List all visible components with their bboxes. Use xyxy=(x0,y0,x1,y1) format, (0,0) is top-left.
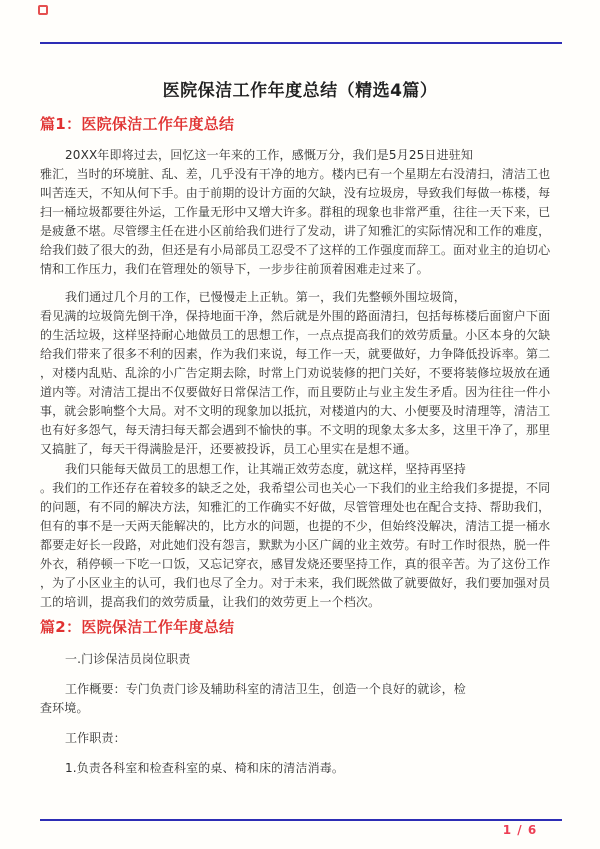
text-line: 道内等。对清洁工提出不仅要做好日常保洁工作，而且要防止与业主发生矛盾。因为往往一件小 xyxy=(40,385,551,399)
page-number-indicator: 1 / 6 xyxy=(502,823,538,837)
section-1-paragraph-1 xyxy=(40,146,572,279)
text-line: ，为了小区业主的认可，我们也尽了全力。对于未来，我们既然做了就要做好，我们要加强对员 xyxy=(40,576,551,590)
section-2-heading: 篇2：医院保洁工作年度总结 xyxy=(40,618,235,636)
section-2-paragraph-3 xyxy=(40,729,572,748)
section-2-paragraph-4 xyxy=(40,759,572,778)
text-line: 是疲惫不堪。尽管缪主任在进小区前给我们进行了发动，讲了知雅汇的实际情况和工作的难度， xyxy=(40,224,551,238)
section-1-heading: 篇1：医院保洁工作年度总结 xyxy=(40,115,235,133)
text-line: 的生活垃圾，这样坚持耐心地做员工的思想工作，一点点提高我们的效劳质量。小区本身的欠缺 xyxy=(40,328,551,342)
text-line: 情和工作压力，我们在管理处的领导下，一步步往前顶着困难走过来了。 xyxy=(40,262,429,276)
text-line: 叫苦连天，不知从何下手。由于前期的设计方面的欠缺，没有垃圾房，导致我们每做一栋楼，每 xyxy=(40,186,551,200)
text-line: 1.负责各科室和检查科室的桌、椅和床的清洁消毒。 xyxy=(65,761,345,775)
header-rule xyxy=(40,42,562,44)
text-line: 查环境。 xyxy=(40,701,89,715)
section-1-paragraph-3 xyxy=(40,460,572,612)
text-line: 工作概要：专门负责门诊及辅助科室的清洁卫生，创造一个良好的就诊，检 xyxy=(65,682,466,696)
text-line: 也有好多怨气，每天清扫每天都会遇到不愉快的事。不文明的现象太多太多，这里干净了，那里 xyxy=(40,423,551,437)
page-title: 医院保洁工作年度总结（精选4篇） xyxy=(162,81,438,101)
text-line: 一.门诊保洁员岗位职责 xyxy=(65,652,191,666)
text-line: 工作职责： xyxy=(65,731,126,745)
text-line: 20XX年即将过去，回忆这一年来的工作，感慨万分，我们是5月25日进驻知 xyxy=(65,148,474,162)
text-line: 都要走好长一段路，对此她们没有怨言，默默为小区广阔的业主效劳。有时工作时很热，脱一件 xyxy=(40,538,551,552)
text-line: 又搞脏了，每天干得满脸是汗，还要被投诉，员工心里实在是想不通。 xyxy=(40,442,417,456)
section-1-paragraph-2 xyxy=(40,288,572,459)
text-line: ，对楼内乱贴、乱涂的小广告定期去除，时常上门劝说装修的把门关好，不要将装修垃圾放在通 xyxy=(40,366,551,380)
text-line: 但有的事不是一天两天能解决的，比方水的问题，也提的不少，但始终没解决，清洁工提一桶水 xyxy=(40,519,551,533)
text-line: 外衣，稍停顿一下吃一口饭，又忘记穿衣，感冒发烧还要坚持工作，真的很辛苦。为了这份工作 xyxy=(40,557,551,571)
text-line: 给我们鼓了很大的劲，但还是有小局部员工忍受不了这样的工作强度而辞工。面对业主的迫切心 xyxy=(40,243,551,257)
text-line: 雅汇，当时的环境脏、乱、差，几乎没有干净的地方。楼内已有一个星期左右没清扫，清洁工也 xyxy=(40,167,551,181)
text-line: 我们只能每天做员工的思想工作，让其端正效劳态度，就这样，坚持再坚持 xyxy=(65,462,466,476)
text-line: 的问题，有不同的解决方法，知雅汇的工作确实不好做，尽管管理处也在配合支持、帮助我们， xyxy=(40,500,551,514)
text-line: 。我们的工作还存在着较多的缺乏之处，我希望公司也关心一下我们的业主给我们多提提，不同 xyxy=(40,481,551,495)
text-line: 扫一桶垃圾都要往外运，工作量无形中又增大许多。群租的现象也非常严重，往往一天下来，已 xyxy=(40,205,551,219)
text-line: 看见满的垃圾筒先倒干净，保持地面干净，然后就是外围的路面清扫，包括每栋楼后面窗户下面 xyxy=(40,309,551,323)
footer-rule xyxy=(40,819,562,821)
text-line: 事，就会影响整个大局。对不文明的现象加以抵抗，对楼道内的大、小便要及时清理等，清洁工 xyxy=(40,404,551,418)
text-line: 我们通过几个月的工作，已慢慢走上正轨。第一，我们先整顿外围垃圾筒， xyxy=(65,290,466,304)
text-line: 给我们带来了很多不利的因素，作为我们来说，每工作一天，就要做好，力争降低投诉率。第二 xyxy=(40,347,551,361)
corner-stamp-mark xyxy=(38,5,48,15)
section-2-paragraph-2 xyxy=(40,680,572,718)
section-2-paragraph-1 xyxy=(40,650,572,669)
text-line: 工的培训，提高我们的效劳质量，让我们的效劳更上一个档次。 xyxy=(40,595,381,609)
